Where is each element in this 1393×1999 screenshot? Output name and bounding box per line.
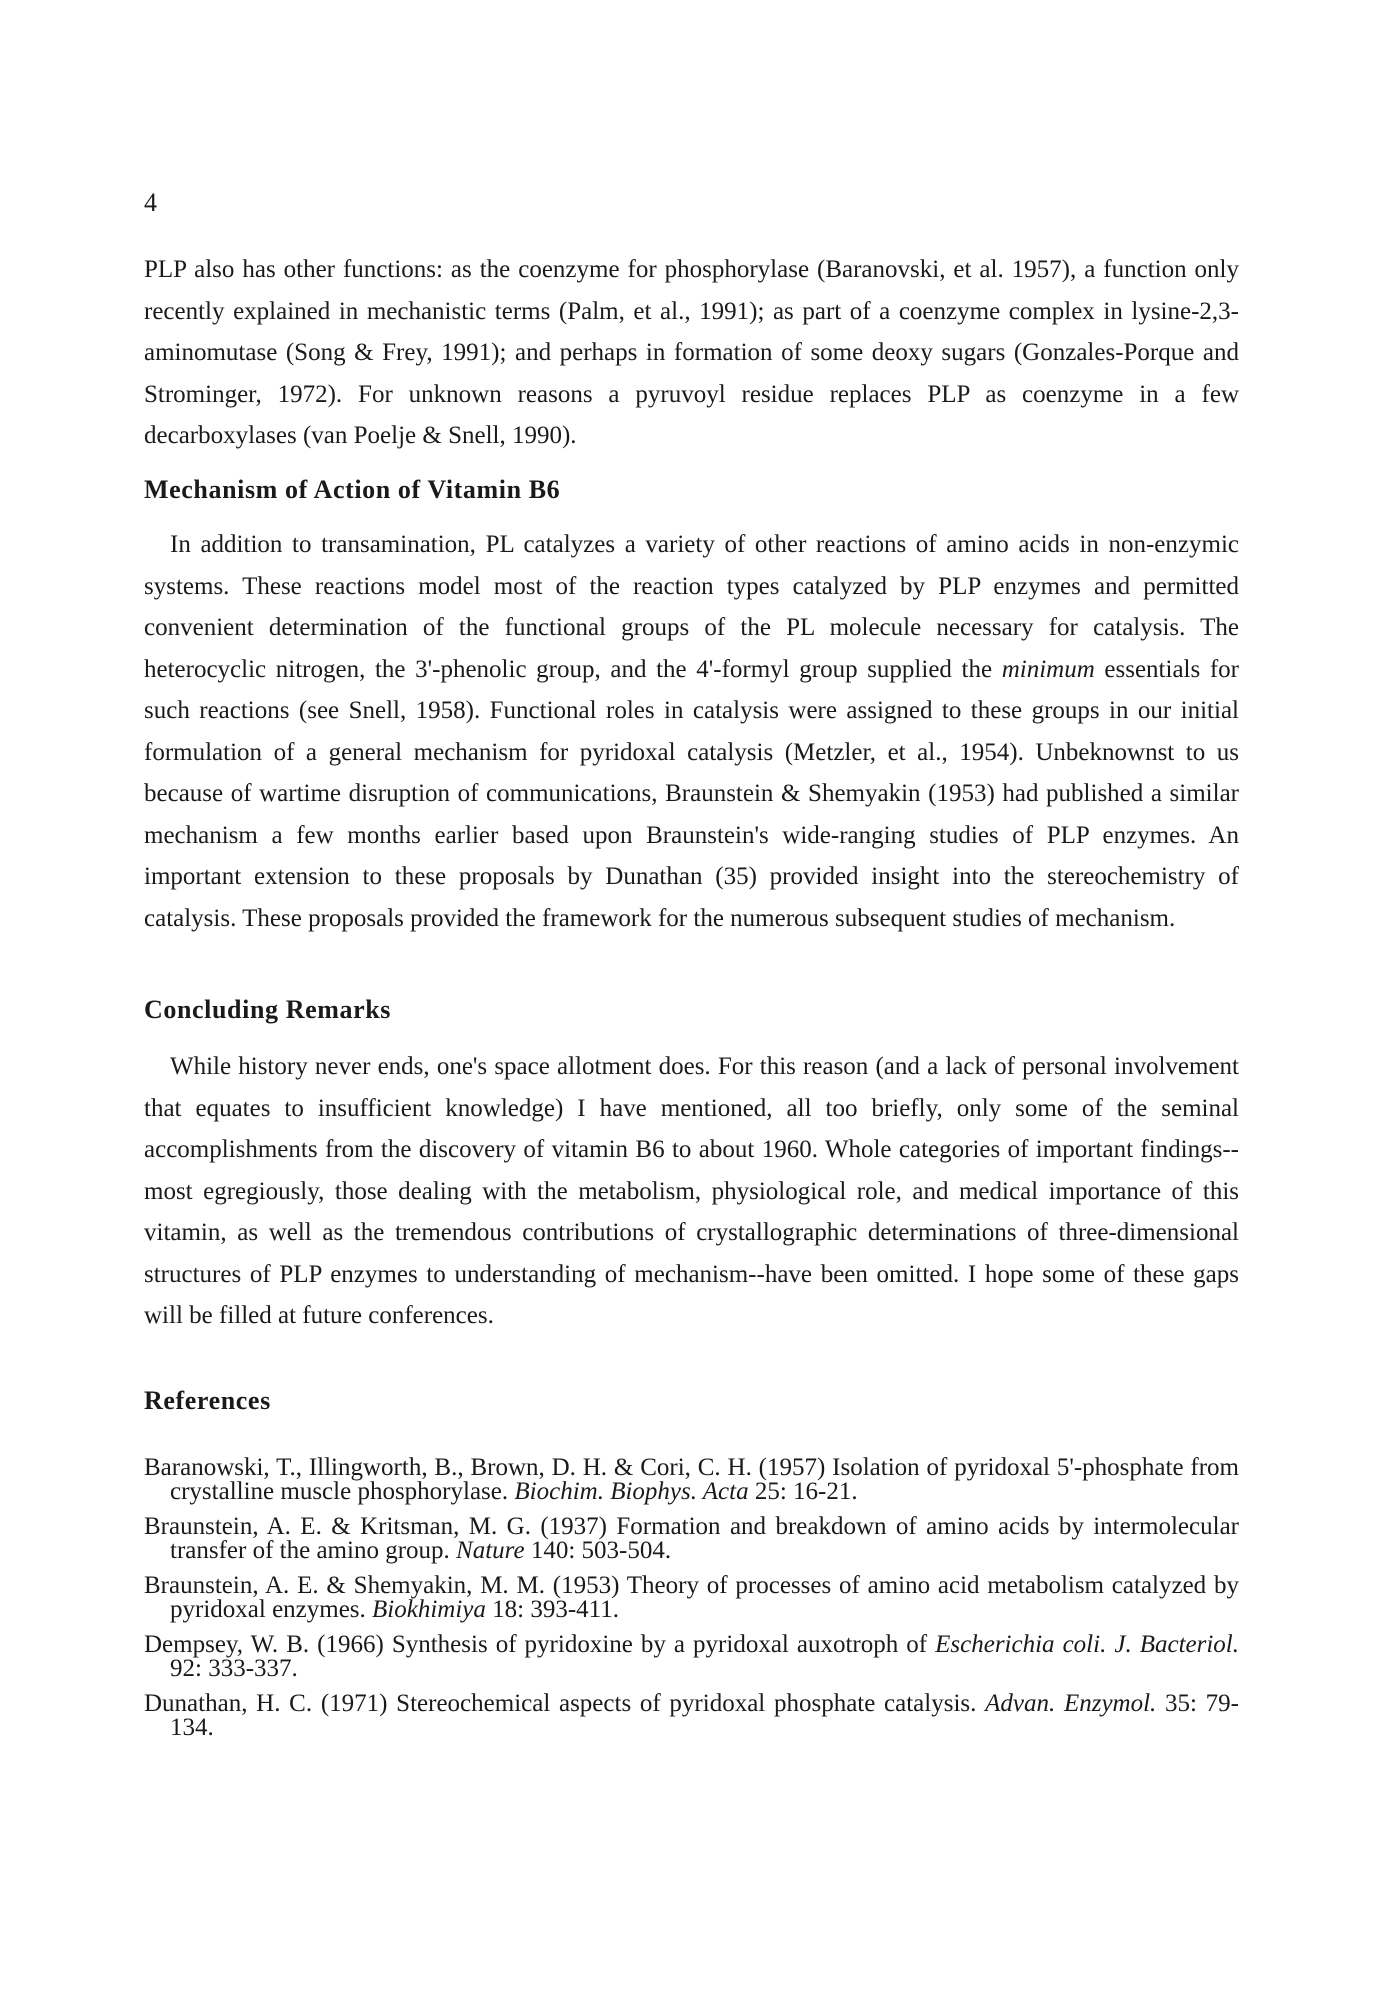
reference-citation: 35: 79-134. xyxy=(170,1690,1239,1741)
concluding-paragraph: While history never ends, one's space allotment does. For this reason (and a lack of personal involvement that equates to insufficient knowledge) I have mentioned, all too briefly, only some of the seminal accomplishments from the discovery of vitamin B6 to about 1960. Whole categories of important findings--most egregiously, those dealing with the metabolism, physiological role, and medical importance of this vitamin, as well as the tremendous contributions of crystallographic determinations of three-dimensional structures of PLP enzymes to understanding of mechanism--have been omitted. I hope some of these gaps will be filled at future conferences. xyxy=(144,1053,1239,1329)
intro-paragraph: PLP also has other functions: as the coenzyme for phosphorylase (Baranovski, et al. 1957), a function only recently explained in mechanistic terms (Palm, et al., 1991); as part of a coenzyme complex in lysine-2,3-aminomutase (Song & Frey, 1991); and perhaps in formation of some deoxy sugars (Gonzales-Porque and Strominger, 1972). For unknown reasons a pyruvoyl residue replaces PLP as coenzyme in a few decarboxylases (van Poelje & Snell, 1990). xyxy=(144,256,1239,449)
reference-journal: Biochim. Biophys. Acta xyxy=(514,1478,749,1505)
reference-list xyxy=(144,1456,1239,1751)
mechanism-text-part-2: essentials for such reactions (see Snell, 1958). Functional roles in catalysis were assigned to these groups in our initial formulation of a general mechanism for pyridoxal catalysis (Metzler, et al., 1954). Unbeknownst to us because of wartime disruption of communications, Braunstein & Shemyakin (1953) had published a similar mechanism a few months earlier based upon Braunstein's wide-ranging studies of PLP enzymes. An important extension to these proposals by Dunathan (35) provided insight into the stereochemistry of catalysis. These proposals provided the framework for the numerous subsequent studies of mechanism. xyxy=(144,655,1239,932)
reference-journal: Biokhimiya xyxy=(372,1596,486,1623)
reference-item xyxy=(144,1515,1239,1563)
section-heading-mechanism: Mechanism of Action of Vitamin B6 xyxy=(144,475,561,504)
section-heading-concluding: Concluding Remarks xyxy=(144,995,391,1024)
reference-text: Baranowski, T., Illingworth, B., Brown, D. H. & Cori, C. H. (1957) Isolation of pyridoxal 5'-phosphate from crystalline muscle phosphorylase. xyxy=(144,1454,1239,1505)
page-number: 4 xyxy=(144,188,157,217)
mechanism-text-part-1: In addition to transamination, PL catalyzes a variety of other reactions of amino acids in non-enzymic systems. These reactions model most of the reaction types catalyzed by PLP enzymes and permitted convenient determination of the functional groups of the PL molecule necessary for catalysis. The heterocyclic nitrogen, the 3'-phenolic group, and the 4'-formyl group supplied the xyxy=(144,531,1239,683)
reference-item xyxy=(144,1692,1239,1740)
reference-citation: 140: 503-504. xyxy=(524,1537,672,1564)
reference-citation: 92: 333-337. xyxy=(170,1655,298,1682)
reference-text: Dempsey, W. B. (1966) Synthesis of pyridoxine by a pyridoxal auxotroph of xyxy=(144,1631,936,1658)
section-heading-references: References xyxy=(144,1386,271,1415)
reference-text: Braunstein, A. E. & Kritsman, M. G. (1937) Formation and breakdown of amino acids by intermolecular transfer of the amino group. xyxy=(144,1513,1239,1564)
reference-item xyxy=(144,1574,1239,1622)
mechanism-paragraph xyxy=(144,524,1239,939)
reference-item xyxy=(144,1456,1239,1504)
reference-text: Dunathan, H. C. (1971) Stereochemical aspects of pyridoxal phosphate catalysis. xyxy=(144,1690,986,1717)
reference-journal: Nature xyxy=(456,1537,525,1564)
reference-journal: Advan. Enzymol. xyxy=(985,1690,1157,1717)
reference-citation: 25: 16-21. xyxy=(748,1478,858,1505)
reference-citation: 18: 393-411. xyxy=(485,1596,619,1623)
reference-journal: Escherichia coli. J. Bacteriol. xyxy=(935,1631,1239,1658)
mechanism-emphasis: minimum xyxy=(1001,655,1095,683)
reference-text: Braunstein, A. E. & Shemyakin, M. M. (1953) Theory of processes of amino acid metabolism catalyzed by pyridoxal enzymes. xyxy=(144,1572,1239,1623)
reference-item xyxy=(144,1633,1239,1681)
